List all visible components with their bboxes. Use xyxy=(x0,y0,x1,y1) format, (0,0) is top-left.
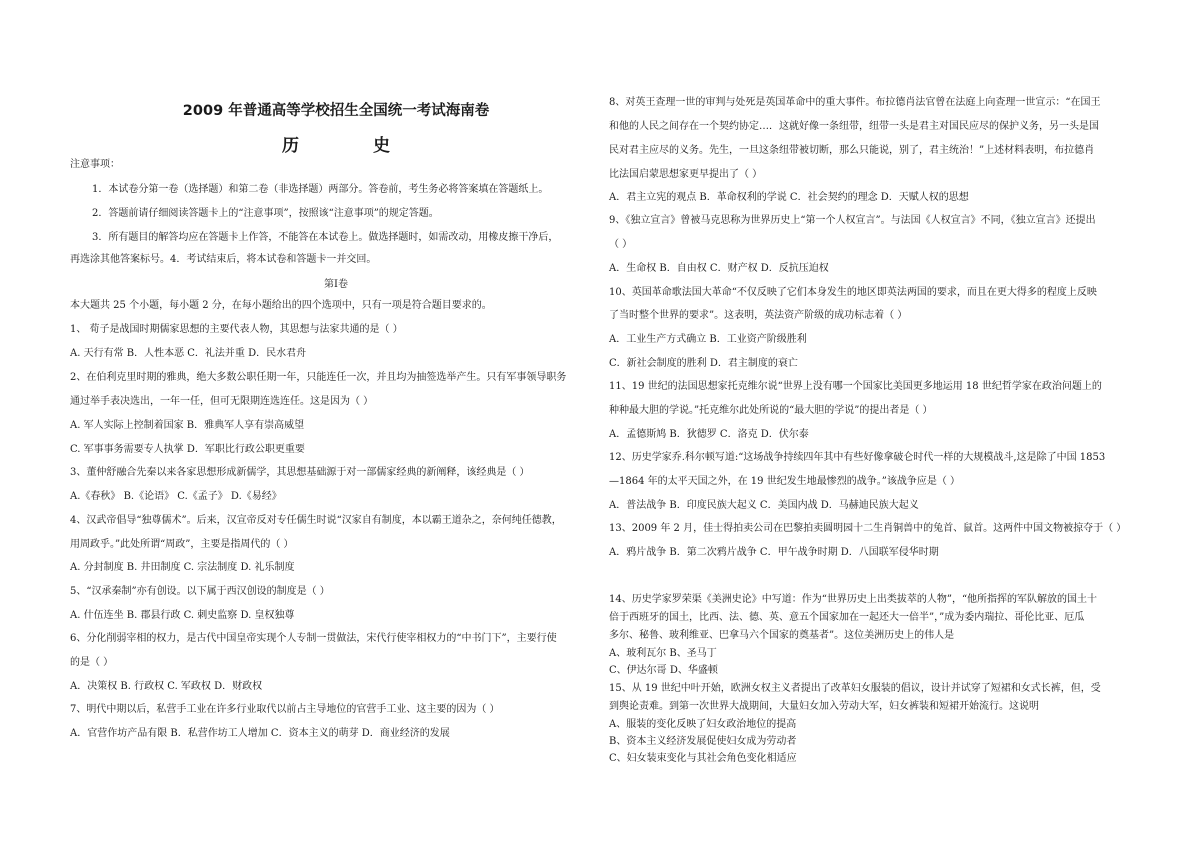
notes-heading: 注意事项： xyxy=(70,159,120,170)
question-line: 8、对英王查理一世的审判与处死是英国革命中的重大事件。布拉德肖法官曾在法庭上向查理一世宣示：“在国王 xyxy=(609,97,1101,108)
question-line: 到舆论责难。到第一次世界大战期间，大量妇女加入劳动大军，妇女裤装和短裙开始流行。这说明 xyxy=(609,701,1039,712)
option-line: A. 军人实际上控制着国家 B．雅典军人享有崇高威望 xyxy=(70,420,305,431)
question-line: 了当时整个世界的要求”。这表明，英法资产阶级的成功标志着（ ） xyxy=(609,310,908,321)
option-line: C、伊达尔哥 D、华盛顿 xyxy=(609,665,718,676)
question-line: 15、从 19 世纪中叶开始，欧洲女权主义者提出了改革妇女服装的倡议，设计并试穿了短裙和女式长裤，但，受 xyxy=(609,683,1101,694)
question-line: 1、 荀子是战国时期儒家思想的主要代表人物，其思想与法家共通的是（ ） xyxy=(70,324,403,335)
question-line: 14、历史学家罗荣渠《美洲史论》中写道：作为“世界历史上出类拔萃的人物”，“他所指挥的军队解放的国土十 xyxy=(609,594,1098,605)
option-line: C．新社会制度的胜利 D．君主制度的衰亡 xyxy=(609,358,798,369)
option-line: A．官营作坊产品有限 B．私营作坊工人增加 C．资本主义的萌芽 D．商业经济的发展 xyxy=(70,728,450,739)
question-line: 用周政乎。”此处所谓“周政”，主要是指周代的（ ） xyxy=(70,539,294,550)
option-line: A．决策权 B. 行政权 C. 军政权 D．财政权 xyxy=(70,681,263,692)
question-line: 12、历史学家乔.科尔顿写道:“这场战争持续四年其中有些好像拿破仑时代一样的大规模战斗,这是除了中国 1853 xyxy=(609,452,1106,463)
question-line: —1864 年的太平天国之外，在 19 世纪发生地最惨烈的战争。”该战争应是（ ） xyxy=(609,476,961,487)
page-title: 2009 年普通高等学校招生全国统一考试海南卷 xyxy=(182,103,490,119)
question-line: 民对君主应尽的义务。先生，一旦这条纽带被切断，那么只能说，别了，君主统治！”上述材料表明，布拉德肖 xyxy=(609,145,1095,156)
option-line: A．孟德斯鸠 B．狄德罗 C．洛克 D．伏尔泰 xyxy=(609,429,809,440)
question-line: 9、《独立宣言》曾被马克思称为世界历史上“第一个人权宣言”。与法国《人权宣言》不同，《独立宣言》还提出 xyxy=(609,215,1096,226)
option-line: A．君主立宪的观点 B．革命权利的学说 C．社会契约的理念 D．天赋人权的思想 xyxy=(609,192,969,203)
question-line: 多尔、秘鲁、玻利维亚、巴拿马六个国家的奠基者”。这位美洲历史上的伟人是 xyxy=(609,630,955,641)
question-line: 2、在伯利克里时期的雅典，绝大多数公职任期一年，只能连任一次，并且均为抽签选举产生。只有军事领导职务 xyxy=(70,372,567,383)
option-line: C、妇女装束变化与其社会角色变化相适应 xyxy=(609,753,797,764)
question-line: 种种最大胆的学说。”托克维尔此处所说的“最大胆的学说”的提出者是（ ） xyxy=(609,405,933,416)
subject-title: 历 史 xyxy=(282,136,424,156)
question-line: 11、19 世纪的法国思想家托克维尔说“世界上没有哪一个国家比美国更多地运用 18 世纪哲学家在政治问题上的 xyxy=(609,381,1102,392)
question-line: （ ） xyxy=(609,239,633,250)
note-line: 3．所有题目的解答均应在答题卡上作答，不能答在本试卷上。做选择题时，如需改动，用橡皮擦干净后， xyxy=(92,232,559,243)
section-label: 第Ⅰ卷 xyxy=(324,279,348,290)
option-line: A.《春秋》 B.《论语》 C.《孟子》 D.《易经》 xyxy=(70,491,282,502)
option-line: A. 什伍连坐 B. 郡县行政 C. 刺史监察 D. 皇权独尊 xyxy=(70,610,295,621)
option-line: A．普法战争 B．印度民族大起义 C．美国内战 D．马赫迪民族大起义 xyxy=(609,500,919,511)
question-line: 3、董仲舒融合先秦以来各家思想形成新儒学，其思想基础源于对一部儒家经典的新阐释，该经典是（ ） xyxy=(70,467,530,478)
section-intro: 本大题共 25 个小题，每小题 2 分，在每小题给出的四个选项中，只有一项是符合题目要求的。 xyxy=(70,300,492,311)
question-line: 倍于西班牙的国土，比西、法、德、英、意五个国家加在一起还大一倍半”，”成为委内瑞拉、哥伦比亚、厄瓜 xyxy=(609,612,1085,623)
option-line: B、资本主义经济发展促使妇女成为劳动者 xyxy=(609,736,797,747)
option-line: A. 分封制度 B. 井田制度 C. 宗法制度 D. 礼乐制度 xyxy=(70,562,295,573)
question-line: 4、汉武帝倡导“独尊儒术”。后来，汉宣帝反对专任儒生时说“汉家自有制度，本以霸王道杂之，奈何纯任德教， xyxy=(70,515,562,526)
question-line: 10、英国革命歌法国大革命“不仅反映了它们本身发生的地区即英法两国的要求，而且在更大得多的程度上反映 xyxy=(609,287,1097,298)
option-line: A、玻利瓦尔 B、圣马丁 xyxy=(609,648,717,659)
note-line: 再选涂其他答案标号。4．考试结束后，将本试卷和答题卡一并交回。 xyxy=(70,254,377,265)
question-line: 比法国启蒙思想家更早提出了（ ） xyxy=(609,169,763,180)
option-line: A．生命权 B．自由权 C．财产权 D．反抗压迫权 xyxy=(609,263,829,274)
question-line: 的是（ ） xyxy=(70,657,114,668)
question-line: 7、明代中期以后，私营手工业在许多行业取代以前占主导地位的官营手工业、这主要的因为（ ） xyxy=(70,704,500,715)
note-line: 1．本试卷分第一卷（选择题）和第二卷（非选择题）两部分。答卷前，考生务必将答案填在答题纸上。 xyxy=(92,184,549,195)
option-line: A. 天行有常 B．人性本恶 C．礼法并重 D．民水君舟 xyxy=(70,348,307,359)
question-line: 和他的人民之间存在一个契约协定…．这就好像一条纽带，纽带一头是君主对国民应尽的保护义务，另一头是国 xyxy=(609,121,1099,132)
question-line: 6、分化削弱宰相的权力，是古代中国皇帝实现个人专制一贯做法，宋代行使宰相权力的“中书门下”，主要行使 xyxy=(70,633,557,644)
option-line: C. 军事事务需要专人执掌 D．军职比行政公职更重要 xyxy=(70,444,305,455)
question-line: 13、2009 年 2 月，佳士得拍卖公司在巴黎拍卖圆明园十二生肖铜兽中的兔首、鼠首。这两件中国文物被掠夺于（ ） xyxy=(609,523,1127,534)
question-line: 通过举手表决选出，一年一任，但可无限期连选连任。这是因为（ ） xyxy=(70,396,374,407)
question-line: 5、“汉承秦制”亦有创设。以下属于西汉创设的制度是（ ） xyxy=(70,586,330,597)
note-line: 2．答题前请仔细阅读答题卡上的“注意事项”，按照该“注意事项”的规定答题。 xyxy=(92,208,439,219)
option-line: A．鸦片战争 B．第二次鸦片战争 C．甲午战争时期 D．八国联军侵华时期 xyxy=(609,547,939,558)
option-line: A．工业生产方式确立 B．工业资产阶级胜利 xyxy=(609,334,807,345)
option-line: A、服装的变化反映了妇女政治地位的提高 xyxy=(609,719,797,730)
